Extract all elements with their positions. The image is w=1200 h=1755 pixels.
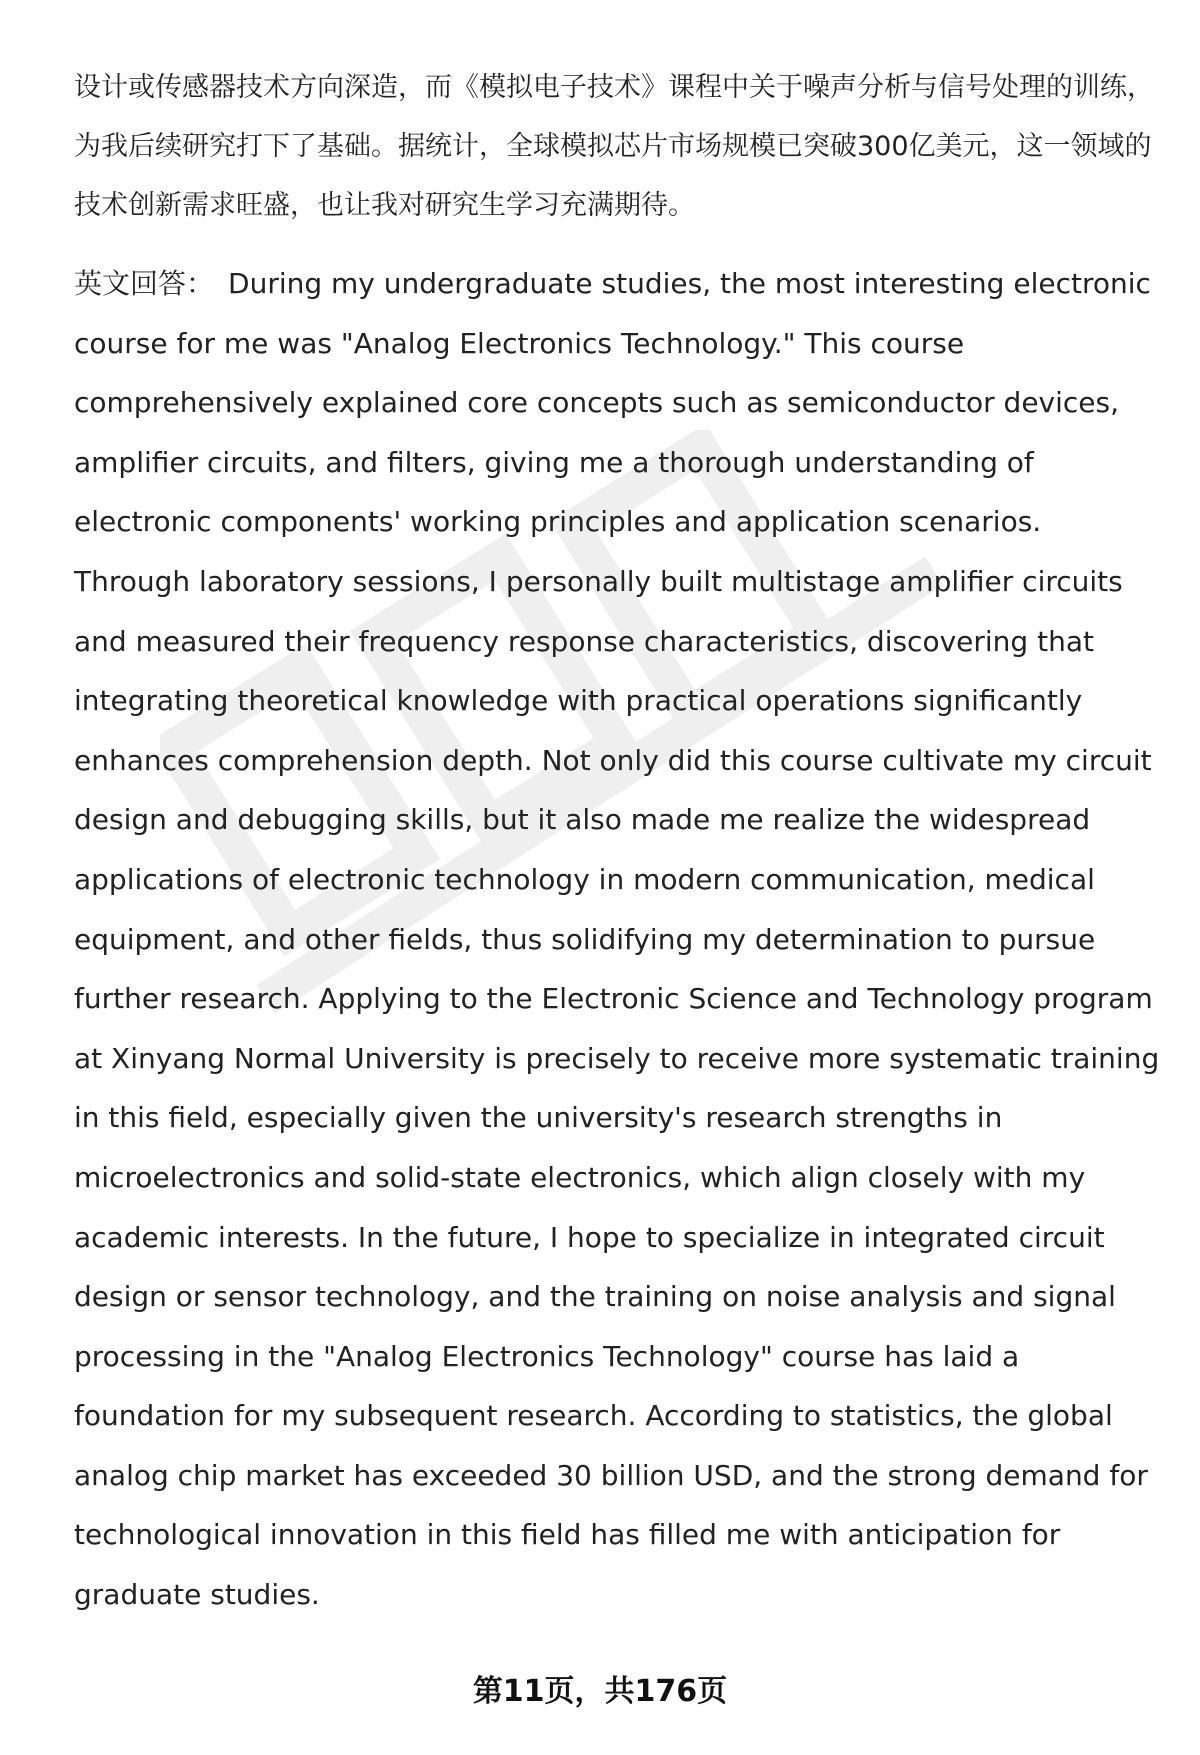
- english-answer-paragraph: [74, 254, 1166, 1625]
- document-body: [74, 58, 1166, 1625]
- chinese-answer-paragraph: 设计或传感器技术方向深造，而《模拟电子技术》课程中关于噪声分析与信号处理的训练，为我后续研究打下了基础。据统计，全球模拟芯片市场规模已突破300亿美元，这一领域的技术创新需求旺盛，也让我对研究生学习充满期待。: [74, 72, 1154, 221]
- english-answer-label: 英文回答：: [74, 267, 215, 300]
- page-number-footer: 第11页，共176页: [472, 1674, 728, 1709]
- english-answer-text: During my undergraduate studies, the most interesting electronic course for me was "Analog Electronics Technology." This course comprehensively explained core concepts such as semiconductor devices, amplifier circuits, and filters, giving me a thorough understanding of electronic components' working principles and application scenarios. Through laboratory sessions, I personally built multistage amplifier circuits and measured their frequency response characteristics, discovering that integrating theoretical knowledge with practical operations significantly enhances comprehension depth. Not only did this course cultivate my circuit design and debugging skills, but it also made me realize the widespread applications of electronic technology in modern communication, medical equipment, and other fields, thus solidifying my determination to pursue further research. Applying to the Electronic Science and Technology program at Xinyang Normal University is precisely to receive more systematic training in this field, especially given the university's research strengths in microelectronics and solid-state electronics, which align closely with my academic interests. In the future, I hope to specialize in integrated circuit design or sensor technology, and the training on noise analysis and signal processing in the "Analog Electronics Technology" course has laid a foundation for my subsequent research. According to statistics, the global analog chip market has exceeded 30 billion USD, and the strong demand for technological innovation in this field has filled me with anticipation for graduate studies.: [74, 267, 1160, 1612]
